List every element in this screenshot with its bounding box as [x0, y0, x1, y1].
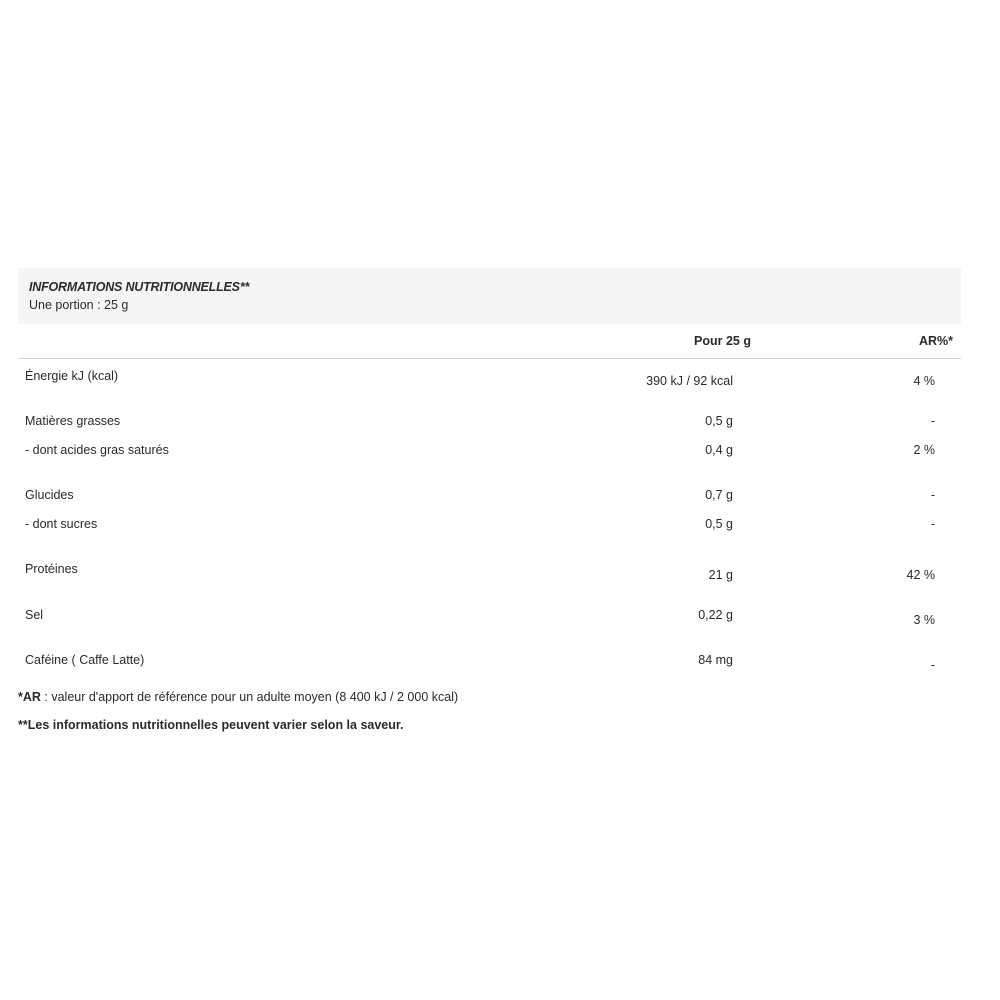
row-ar: - [930, 658, 935, 672]
column-reference-intake: AR%* [918, 334, 953, 348]
footnote-reference-intake [18, 690, 458, 704]
row-label: - dont sucres [25, 517, 98, 531]
row-label: Caféine ( Caffe Latte) [25, 653, 145, 667]
row-ar: 4 % [913, 374, 935, 388]
row-ar: 2 % [913, 443, 935, 457]
portion-size: Une portion : 25 g [29, 298, 129, 312]
row-label: Sel [25, 608, 44, 622]
row-ar: 42 % [906, 568, 935, 582]
nutrition-title: INFORMATIONS NUTRITIONNELLES** [29, 280, 250, 294]
table-row [0, 369, 943, 389]
row-label: Protéines [25, 562, 78, 576]
table-row [0, 517, 943, 537]
table-row [0, 443, 943, 463]
row-value: 0,5 g [705, 414, 733, 428]
row-label: - dont acides gras saturés [25, 443, 169, 457]
row-label: Matières grasses [25, 414, 121, 428]
row-ar: - [930, 488, 935, 502]
row-value: 21 g [708, 568, 733, 582]
column-headers [18, 324, 961, 359]
table-row [0, 653, 943, 673]
column-per-portion: Pour 25 g [694, 334, 751, 348]
table-row [0, 488, 943, 508]
nutrition-table [18, 268, 961, 359]
row-ar: - [930, 414, 935, 428]
row-value: 390 kJ / 92 kcal [646, 374, 733, 388]
table-row [0, 562, 943, 582]
row-value: 84 mg [698, 653, 733, 667]
footnote-variation: **Les informations nutritionnelles peuvent varier selon la saveur. [18, 718, 404, 732]
row-value: 0,4 g [705, 443, 733, 457]
row-label: Glucides [25, 488, 74, 502]
nutrition-header [18, 268, 961, 324]
row-value: 0,22 g [698, 608, 733, 622]
row-value: 0,5 g [705, 517, 733, 531]
table-row [0, 414, 943, 434]
footnote-ar-text: : valeur d'apport de référence pour un adulte moyen (8 400 kJ / 2 000 kcal) [40, 690, 459, 704]
row-value: 0,7 g [705, 488, 733, 502]
table-row [0, 608, 943, 628]
row-ar: 3 % [913, 613, 935, 627]
row-label: Énergie kJ (kcal) [25, 369, 119, 383]
row-ar: - [930, 517, 935, 531]
footnote-ar-prefix: *AR [18, 690, 41, 704]
